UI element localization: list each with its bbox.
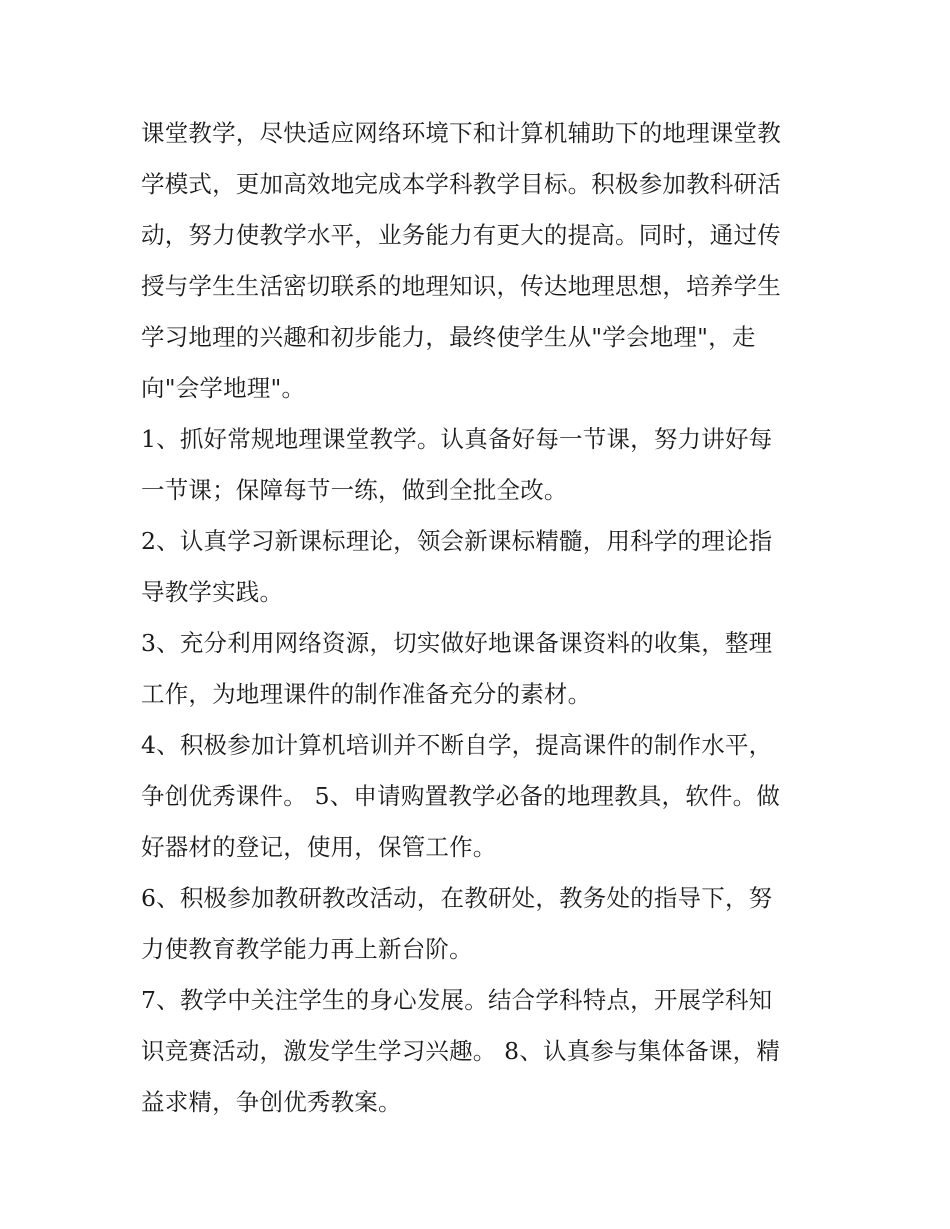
list-item-4-line: 4、积极参加计算机培训并不断自学，提高课件的制作水平， (141, 731, 773, 759)
list-item-7-8-line: 识竞赛活动，激发学生学习兴趣。 8、认真参与集体备课，精 (141, 1037, 781, 1065)
list-item-5-line: 好器材的登记，使用，保管工作。 (141, 833, 497, 861)
list-item-6-line: 6、积极参加教研教改活动，在教研处，教务处的指导下，努 (141, 884, 773, 912)
text-line: 学习地理的兴趣和初步能力，最终使学生从"学会地理"，走 (141, 323, 756, 351)
list-item-6-line: 力使教育教学能力再上新台阶。 (141, 935, 473, 963)
list-item-4-5-line: 争创优秀课件。 5、申请购置教学必备的地理教具，软件。做 (141, 782, 781, 810)
list-item-1-line: 一节课；保障每节一练，做到全批全改。 (141, 476, 568, 504)
list-item-2-line: 2、认真学习新课标理论，领会新课标精髓，用科学的理论指 (141, 527, 773, 555)
text-line: 授与学生生活密切联系的地理知识，传达地理思想，培养学生 (141, 272, 781, 300)
text-line: 学模式，更加高效地完成本学科教学目标。积极参加教科研活 (141, 170, 781, 198)
list-item-1-line: 1、抓好常规地理课堂教学。认真备好每一节课，努力讲好每 (141, 425, 773, 453)
text-line: 动，努力使教学水平，业务能力有更大的提高。同时，通过传 (141, 221, 781, 249)
list-item-2-line: 导教学实践。 (141, 578, 284, 606)
text-line: 课堂教学，尽快适应网络环境下和计算机辅助下的地理课堂教 (141, 119, 781, 147)
document-body (141, 108, 821, 1128)
list-item-8-line: 益求精，争创优秀教案。 (141, 1088, 402, 1116)
list-item-7-line: 7、教学中关注学生的身心发展。结合学科特点，开展学科知 (141, 986, 773, 1014)
list-item-3-line: 3、充分利用网络资源，切实做好地课备课资料的收集，整理 (141, 629, 773, 657)
list-item-3-line: 工作，为地理课件的制作准备充分的素材。 (141, 680, 592, 708)
text-line: 向"会学地理"。 (141, 374, 306, 402)
